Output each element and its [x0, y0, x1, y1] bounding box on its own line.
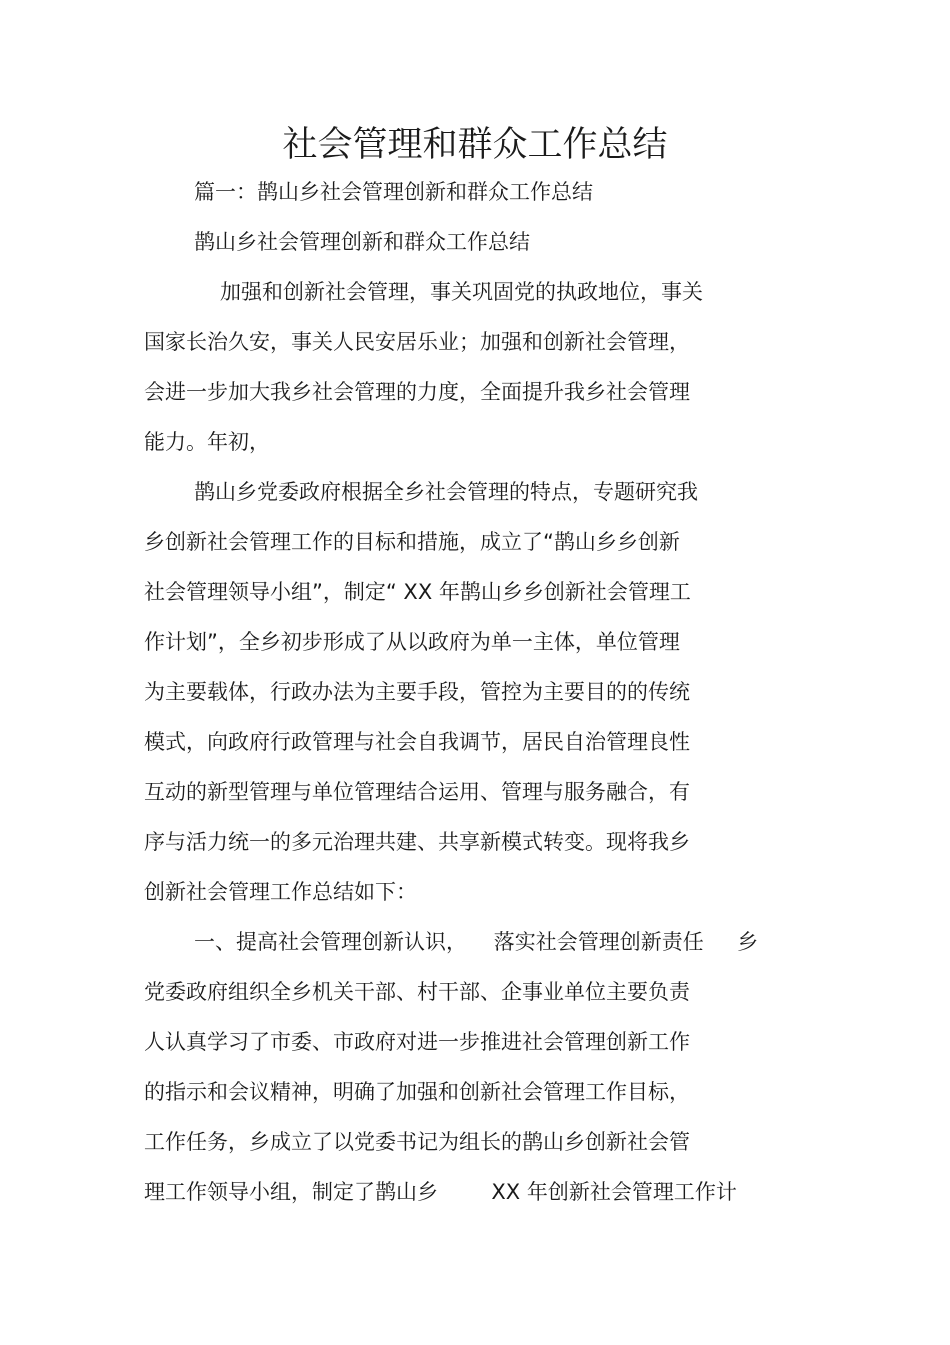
paragraph-line: 鹊山乡党委政府根据全乡社会管理的特点，专题研究我	[194, 480, 698, 504]
paragraph-line: 国家长治久安，事关人民安居乐业；加强和创新社会管理，	[144, 330, 690, 354]
paragraph-line: 会进一步加大我乡社会管理的力度，全面提升我乡社会管理	[144, 380, 690, 404]
paragraph-line: 模式，向政府行政管理与社会自我调节，居民自治管理良性	[144, 730, 690, 754]
paragraph-line: 人认真学习了市委、市政府对进一步推进社会管理创新工作	[144, 1030, 690, 1054]
section-heading-line: 一、提高社会管理创新认识， 落实社会管理创新责任 乡	[194, 930, 759, 954]
document-title: 社会管理和群众工作总结	[282, 125, 668, 165]
paragraph-line: 工作任务，乡成立了以党委书记为组长的鹊山乡创新社会管	[144, 1130, 690, 1154]
paragraph-line: 加强和创新社会管理，事关巩固党的执政地位，事关	[220, 280, 703, 304]
paragraph-line: 能力。年初，	[144, 430, 270, 454]
paragraph-line: 序与活力统一的多元治理共建、共享新模式转变。现将我乡	[144, 830, 690, 854]
paragraph-line: 作计划”，全乡初步形成了从以政府为单一主体，单位管理	[144, 630, 680, 654]
paragraph-line: 互动的新型管理与单位管理结合运用、管理与服务融合，有	[144, 780, 690, 804]
paragraph-line: 乡创新社会管理工作的目标和措施，成立了“鹊山乡乡创新	[144, 530, 680, 554]
heading-line: 鹊山乡社会管理创新和群众工作总结	[194, 230, 530, 254]
subtitle-line: 篇一：鹊山乡社会管理创新和群众工作总结	[194, 180, 593, 204]
paragraph-line: 为主要载体，行政办法为主要手段，管控为主要目的的传统	[144, 680, 690, 704]
paragraph-line: 创新社会管理工作总结如下：	[144, 880, 417, 904]
paragraph-line: 党委政府组织全乡机关干部、村干部、企事业单位主要负责	[144, 980, 690, 1004]
paragraph-line: 社会管理领导小组”，制定“ XX 年鹊山乡乡创新社会管理工	[144, 580, 691, 604]
paragraph-line: 的指示和会议精神，明确了加强和创新社会管理工作目标，	[144, 1080, 690, 1104]
paragraph-line: 理工作领导小组，制定了鹊山乡 XX 年创新社会管理工作计	[144, 1180, 737, 1204]
